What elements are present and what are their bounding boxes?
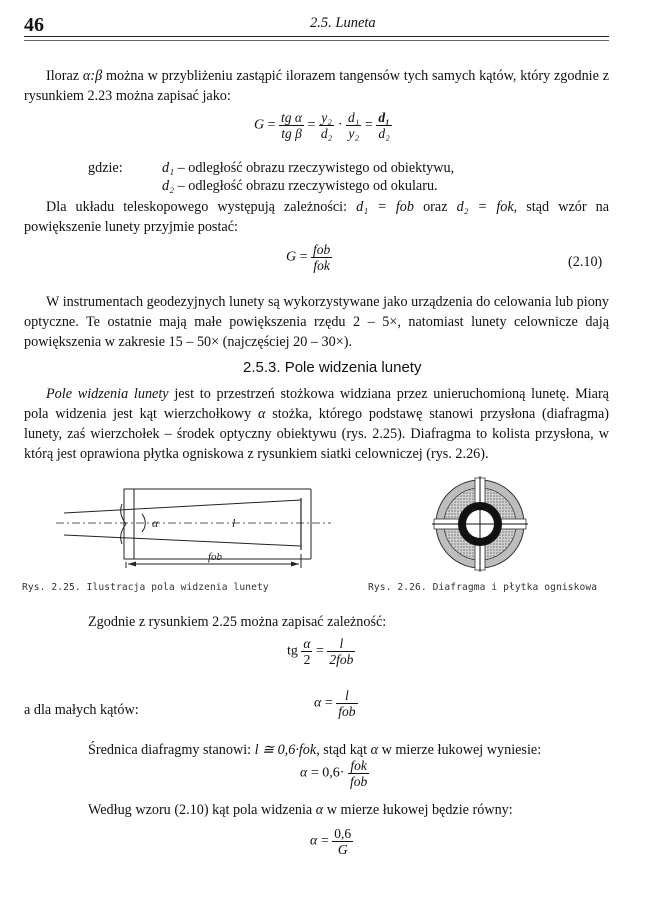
page-number: 46 <box>24 14 44 36</box>
equation-final: α = $\frac{0,6}{G}$ <box>310 826 352 857</box>
label-fob: fob <box>208 551 223 563</box>
where-label: gdzie: <box>88 160 123 176</box>
where-d1: d₁ – odległość obrazu rzeczywistego od obiektywu, <box>162 160 455 176</box>
relation-d2: d₂ = fok <box>456 199 514 215</box>
header-rule-thin <box>24 40 609 41</box>
ray-bottom <box>64 535 301 546</box>
diameter-formula: l ≅ 0,6·fok <box>254 742 317 758</box>
paragraph-formula-2-10: Według wzoru (2.10) kąt pola widzenia α w mierze łukowej będzie równy: <box>88 802 513 818</box>
equation-alpha-arc: α = 0,6· $\frac{\text{fok}}{\text{fob}}$ <box>300 758 368 789</box>
p1-start: Iloraz <box>46 68 80 84</box>
where-d2: d₂ – odległość obrazu rzeczywistego od okularu. <box>162 178 438 194</box>
figure-2-26 <box>430 474 530 574</box>
eq1-frac-y: $\frac{\text{y₂}}{\text{d₂}}$ <box>320 110 333 141</box>
equation-number: (2.10) <box>568 254 603 270</box>
label-alpha: α <box>152 516 159 530</box>
paragraph-diaphragm-diameter: Średnica diafragmy stanowi: l ≅ 0,6·fok, stąd kąt α w mierze łukowej wyniesie: <box>88 742 542 758</box>
equation-tangent: tg $\frac{\alpha}{2}$ = $\frac{l}{\text{2fob}}$ <box>287 636 354 667</box>
eq1-frac-tan: $\frac{\text{tg α}}{\text{tg β}}$ <box>281 110 302 141</box>
paragraph-telescopic: Dla układu teleskopowego występują zależności: d₁ = fob oraz d₂ = fok, stąd wzór na powiększenie lunety przyjmie postać: <box>24 199 610 235</box>
header-rule <box>24 36 609 37</box>
p1-greek: α:β <box>82 68 103 84</box>
paragraph-instruments: W instrumentach geodezyjnych lunety są wykorzystywane jako urządzenia do celowania lub piony optyczne. Te ostatnie mają małe powiększenia rzędu 2 – 5×, natomiast lunety celownicze dają powiększenia w zakresie 15 – 50× (najczęściej 20 – 30×). <box>24 294 609 350</box>
caption-2-25: Rys. 2.25. Ilustracja pola widzenia lunety <box>22 582 269 593</box>
paragraph-ratio <box>24 66 609 106</box>
paragraph-relation: Zgodnie z rysunkiem 2.25 można zapisać zależność: <box>88 614 387 630</box>
eq1-frac-result: $\frac{\text{d₁}}{\text{d₂}}$ <box>378 110 390 141</box>
term-field-of-view: Pole widzenia lunety <box>46 386 169 402</box>
paragraph-field-of-view: Pole widzenia lunety jest to przestrzeń stożkowa widziana przez unieruchomioną lunetę. Miarą pola widzenia jest kąt wierzchołkowy α stożka, którego podstawę stanowi przysłona (diafragma) lunety, zaś wierzchołek – środek optyczny obiektywu (rys. 2.25). Diafragma to kolista przysłona, w którą jest oprawiona płytka ogniskowa z rysunkiem siatki celowniczej (rys. 2.26). <box>24 386 610 462</box>
label-l: l <box>232 516 236 530</box>
dim-arrow-right <box>291 562 299 567</box>
eq1-eq: = <box>267 117 276 133</box>
paragraph-small-angles: a dla małych kątów: <box>24 702 139 718</box>
figure-2-25 <box>56 476 331 572</box>
dim-arrow-left <box>128 562 136 567</box>
equation-magnification: G = $\frac{\text{tg α}}{\text{tg β}}$ = $\frac{\text{y₂}}{\text{d₂}}$ · $\frac{\text{d₁}}{\text{y₂}}$ = $\frac{\text{d₁}}{\text{d₂}}$ <box>254 110 390 141</box>
relation-d1: d₁ = fob <box>356 199 414 215</box>
equation-2-10: G = $\frac{\text{fob}}{\text{fok}}$ <box>286 242 331 273</box>
caption-2-26: Rys. 2.26. Diafragma i płytka ogniskowa <box>368 582 598 593</box>
running-head: 2.5. Luneta <box>310 15 376 31</box>
eq1-lhs: G <box>254 117 265 133</box>
section-title: 2.5.3. Pole widzenia lunety <box>243 359 422 376</box>
ray-top <box>64 500 301 513</box>
eq1-frac-d: $\frac{\text{d₁}}{\text{y₂}}$ <box>348 110 360 141</box>
p1-rest: można w przybliżeniu zastąpić ilorazem tangensów tych samych kątów, który zgodnie z rysunkiem 2.23 można zapisać jako: <box>24 68 610 104</box>
equation-small-angle: α = $\frac{l}{\text{fob}}$ <box>314 688 356 719</box>
